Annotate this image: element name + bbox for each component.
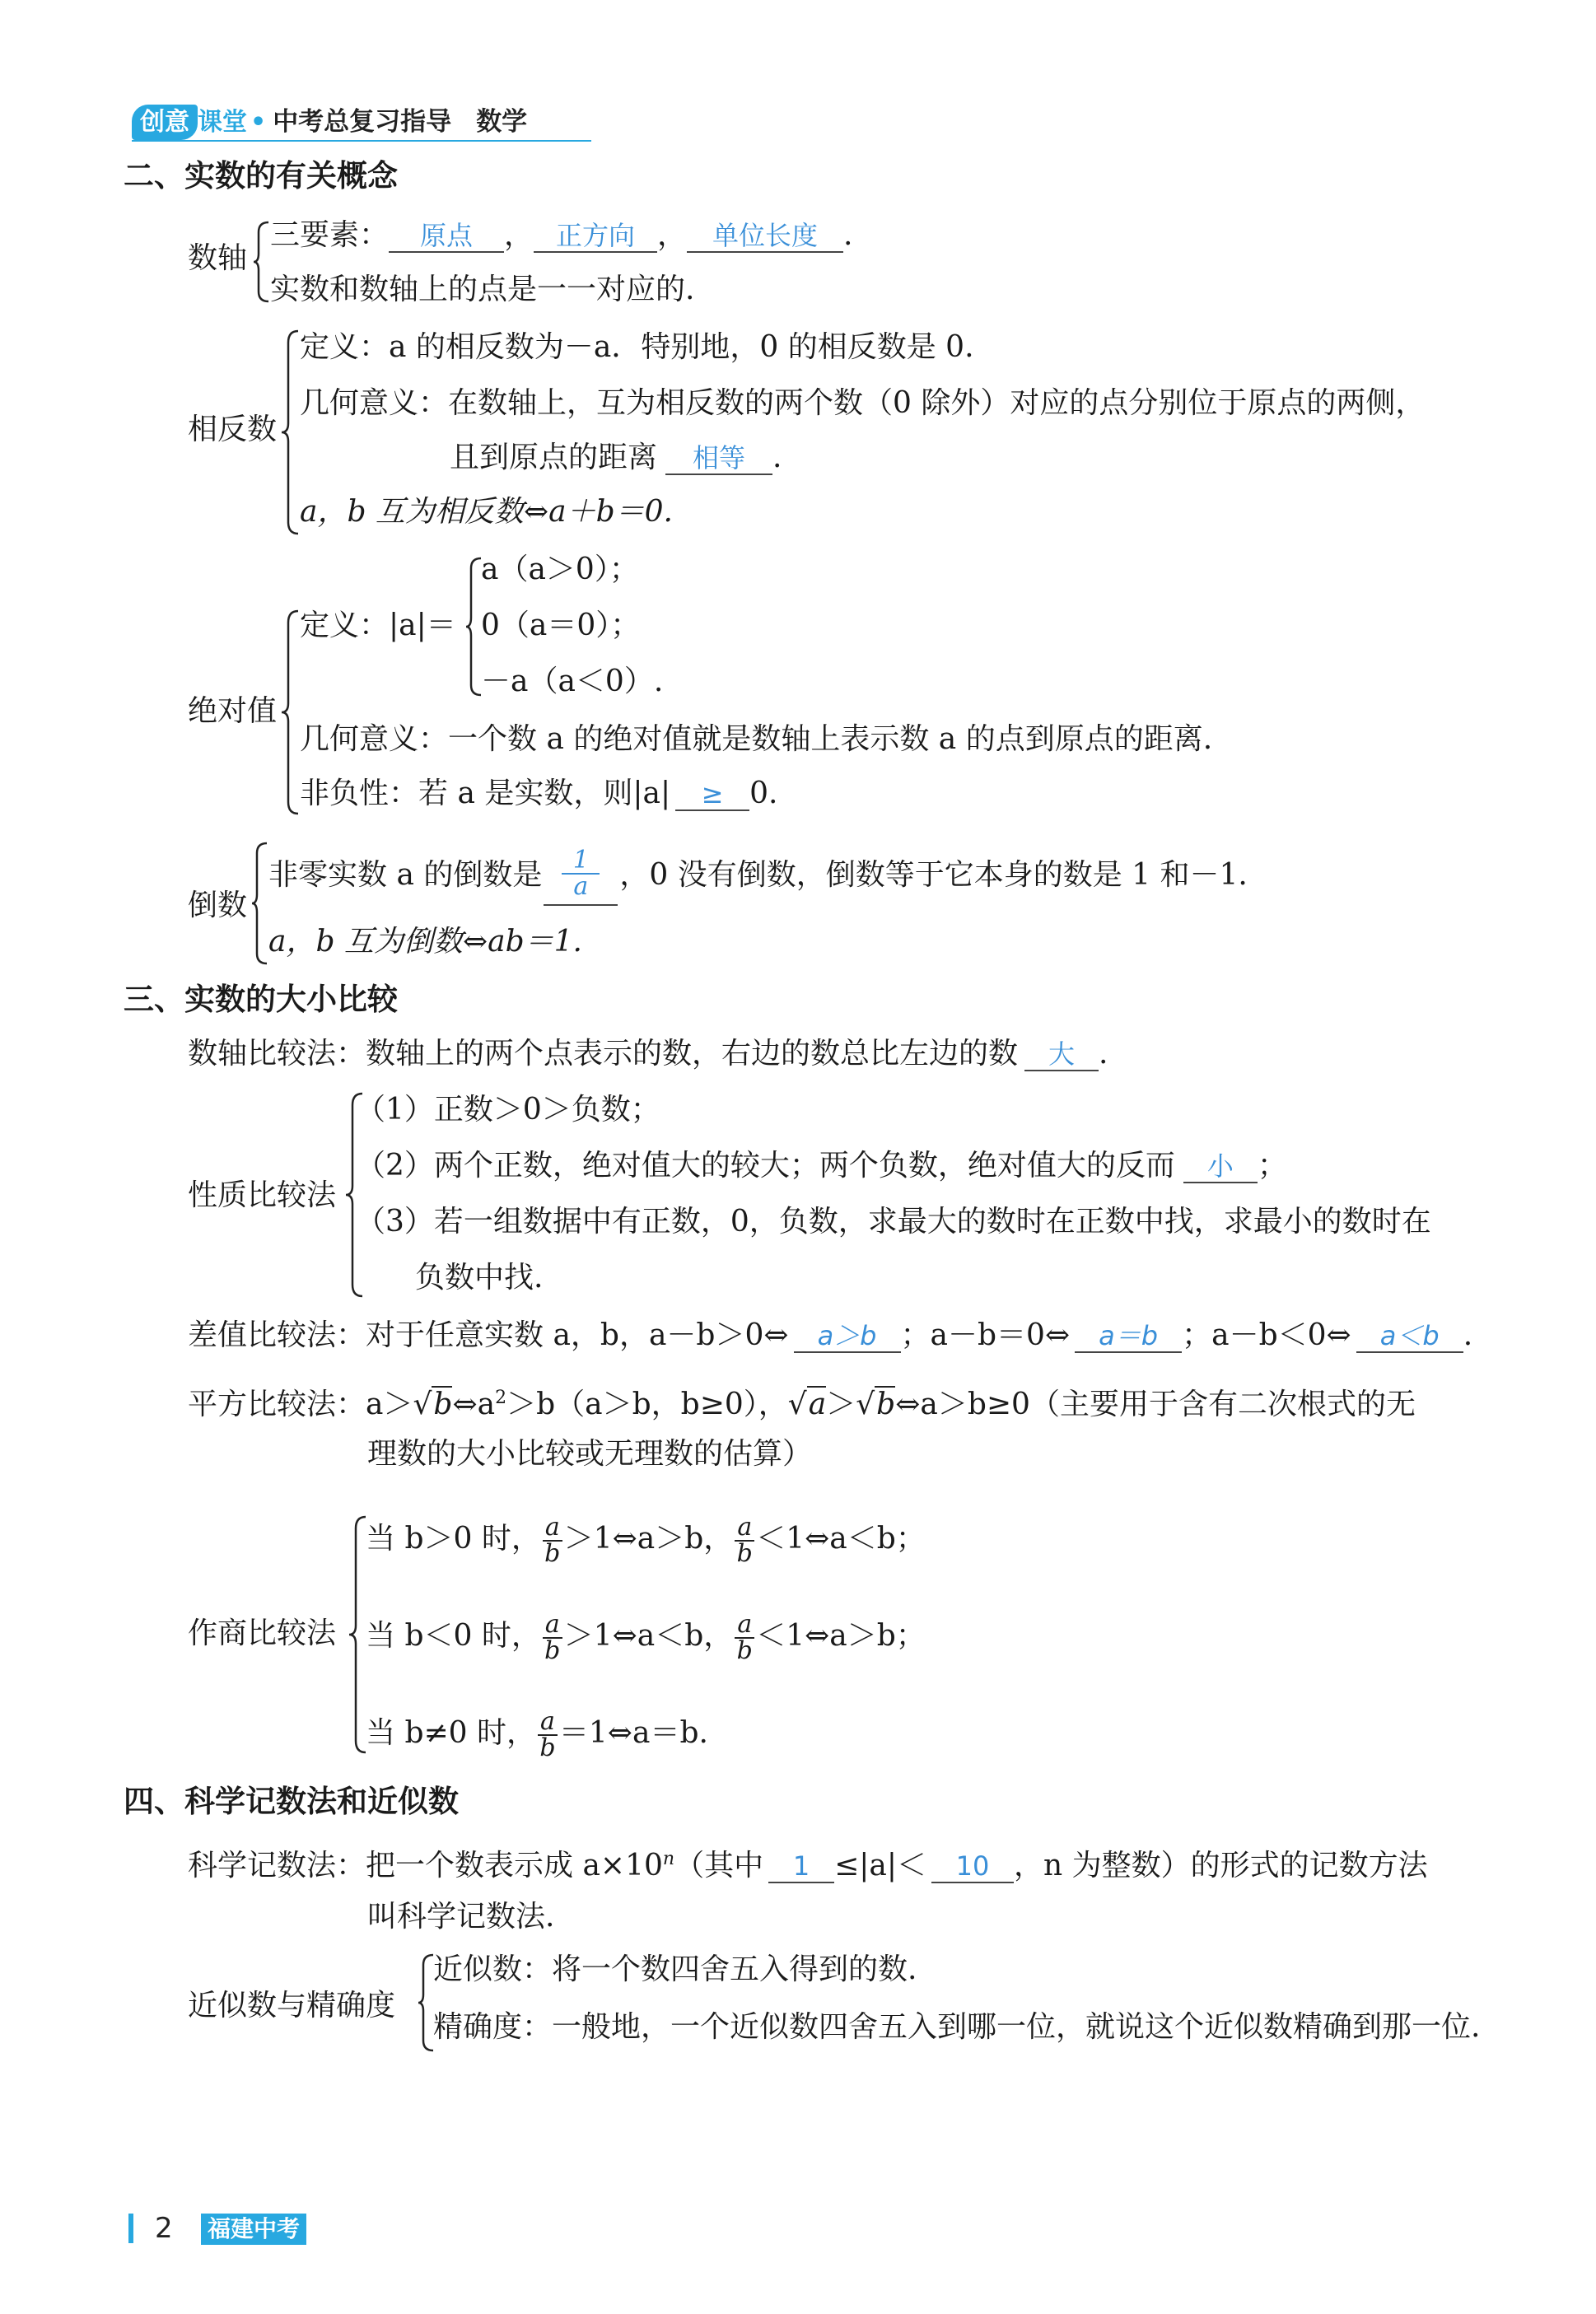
footer-page-number: 2 <box>155 2212 173 2245</box>
axis-line-1: 三要素： 原点 ， 正方向 ， 单位长度 . <box>270 218 853 252</box>
abs-geo: 几何意义：一个数 a 的绝对值就是数轴上表示数 a 的点到原点的距离. <box>300 722 1213 756</box>
answer-positive-direction: 正方向 <box>534 220 657 253</box>
abs-nonneg: 非负性：若 a 是实数，则|a| ≥ 0. <box>300 777 778 810</box>
answer-one: 1 <box>768 1850 834 1883</box>
section-4-heading: 四、科学记数法和近似数 <box>124 1784 459 1819</box>
header-subject: 数学 <box>476 107 528 137</box>
axis-compare: 数轴比较法：数轴上的两个点表示的数，右边的数总比左边的数 大 . <box>188 1037 1108 1071</box>
abs-case-1: a（a＞0）； <box>481 553 639 586</box>
quot-compare-brace <box>349 1515 367 1754</box>
footer-label: 福建中考 <box>201 2214 306 2245</box>
answer-origin: 原点 <box>389 220 504 253</box>
prop-2: （2）两个正数，绝对值大的较大；两个负数，绝对值大的反而 小 ； <box>356 1149 1287 1183</box>
approx-brace <box>418 1953 435 2052</box>
opposite-relation: a，b 互为相反数⇔a＋b＝0. <box>300 495 673 529</box>
reciprocal-line-2: a，b 互为倒数⇔ab＝1. <box>268 925 582 959</box>
quot-compare-label: 作商比较法 <box>188 1617 337 1650</box>
answer-smaller: 小 <box>1183 1150 1258 1183</box>
opposite-brace <box>282 329 300 535</box>
answer-equal: 相等 <box>665 442 772 475</box>
abs-def-pre: 定义：|a|＝ <box>300 609 456 642</box>
diff-compare: 差值比较法：对于任意实数 a，b，a－b＞0⇔ a＞b ；a－b＝0⇔ a＝b ；a－b＜0⇔ a＜b . <box>188 1318 1473 1352</box>
opposite-label: 相反数 <box>188 413 278 446</box>
approx-line-2: 精确度：一般地，一个近似数四舍五入到哪一位，就说这个近似数精确到那一位. <box>433 2010 1481 2044</box>
answer-unit-length: 单位长度 <box>687 220 843 253</box>
abs-cases-brace <box>466 557 483 697</box>
header-ketang: 课堂 <box>198 108 247 137</box>
quot-row-1: 当 b＞0 时， $\frac{a}{b}$ ＞1⇔a＞b， $\frac{a}{b}$ ＜1⇔a＜b； <box>366 1513 926 1568</box>
abs-case-3: －a（a＜0）. <box>481 665 664 698</box>
approx-label: 近似数与精确度 <box>188 1989 396 2022</box>
opposite-geo-2: 且到原点的距离 相等 . <box>450 441 782 474</box>
reciprocal-brace <box>252 842 268 965</box>
prop-compare-label: 性质比较法 <box>188 1178 337 1212</box>
sci-notation-2: 叫科学记数法. <box>367 1900 555 1934</box>
answer-lt: a＜b <box>1356 1320 1463 1353</box>
header-title: 中考总复习指导 <box>273 107 452 137</box>
answer-gt: a＞b <box>794 1320 901 1353</box>
axis-line-2: 实数和数轴上的点是一一对应的. <box>270 273 695 306</box>
prop-1: （1）正数＞0＞负数； <box>356 1093 660 1127</box>
answer-geq: ≥ <box>675 778 749 811</box>
approx-line-1: 近似数：将一个数四舍五入得到的数. <box>433 1952 917 1986</box>
answer-eq: a＝b <box>1075 1320 1182 1353</box>
prop-3b: 负数中找. <box>415 1261 544 1295</box>
square-compare-2: 理数的大小比较或无理数的估算） <box>367 1437 813 1471</box>
header-badge: 创意 <box>132 105 198 140</box>
prop-3a: （3）若一组数据中有正数，0，负数，求最大的数时在正数中找，求最小的数时在 <box>356 1205 1431 1239</box>
abs-brace <box>282 609 300 815</box>
reciprocal-label: 倒数 <box>188 889 248 922</box>
sci-notation-1: 科学记数法：把一个数表示成 $a\times 10^n$（其中 1 ≤|a|＜ 10 ，n 为整数）的形式的记数方法 <box>188 1849 1428 1882</box>
section-2-heading: 二、实数的有关概念 <box>124 158 398 194</box>
square-compare-1: 平方比较法：$a>√b\Leftrightarrow a^2>b(a>b$，b≥0），√a＞√b⇔a＞b≥0（主要用于含有二次根式的无 <box>188 1388 1416 1421</box>
axis-brace <box>254 221 270 303</box>
opposite-def: 定义：a 的相反数为－a．特别地，0 的相反数是 0. <box>300 330 974 364</box>
page-header <box>132 100 527 138</box>
abs-label: 绝对值 <box>188 694 278 728</box>
reciprocal-line-1: 非零实数 a 的倒数是 $\frac{1}{a}$ ，0 没有倒数，倒数等于它本身的数是 1 和－1. <box>268 848 1248 906</box>
header-rule <box>132 140 591 142</box>
quot-row-3: 当 b≠0 时， $\frac{a}{b}$ ＝1⇔a＝b. <box>366 1707 708 1762</box>
answer-reciprocal-frac: $\frac{1}{a}$ <box>544 848 618 906</box>
answer-ten: 10 <box>931 1850 1014 1883</box>
quot-row-2: 当 b＜0 时， $\frac{a}{b}$ ＞1⇔a＜b， $\frac{a}{b}$ ＜1⇔a＞b； <box>366 1610 926 1665</box>
axis-label: 数轴 <box>188 241 248 275</box>
header-dot: • <box>250 108 267 137</box>
opposite-geo-1: 几何意义：在数轴上，互为相反数的两个数（0 除外）对应的点分别位于原点的两侧， <box>300 386 1426 420</box>
footer-bar <box>128 2214 133 2243</box>
section-3-heading: 三、实数的大小比较 <box>124 982 398 1017</box>
abs-case-2: 0（a＝0）； <box>481 609 641 642</box>
answer-greater: 大 <box>1024 1038 1099 1071</box>
